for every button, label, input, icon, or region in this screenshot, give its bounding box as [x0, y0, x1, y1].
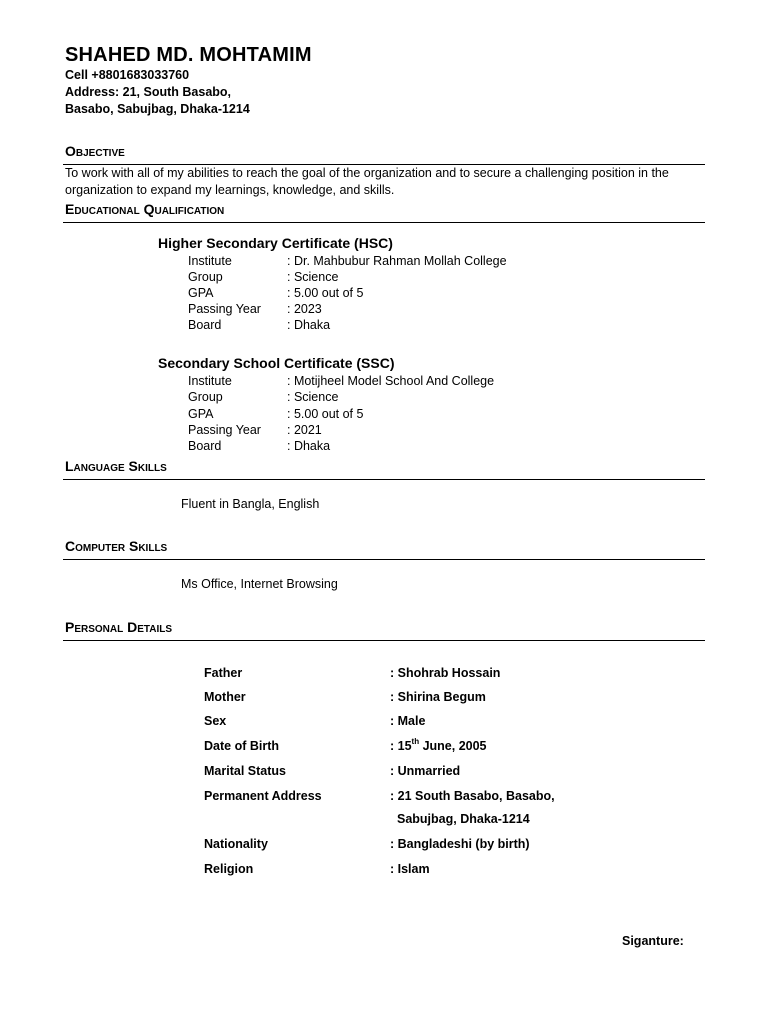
ssc-institute-value: : Motijheel Model School And College	[287, 374, 495, 388]
objective-text: To work with all of my abilities to reach the goal of the organization and to secure a challenging position in the organization to expand my learnings, knowledge, and skills.	[65, 166, 669, 197]
signature-label: Siganture:	[622, 934, 684, 948]
ssc-institute-label: Institute	[188, 374, 232, 388]
cell-number: Cell +8801683033760	[65, 68, 190, 82]
religion-value: : Islam	[390, 862, 430, 876]
nationality-label: Nationality	[204, 837, 268, 851]
father-value: : Shohrab Hossain	[390, 666, 501, 680]
hsc-gpa-value: : 5.00 out of 5	[287, 286, 364, 300]
hsc-board-label: Board	[188, 318, 222, 332]
ssc-year-label: Passing Year	[188, 423, 261, 437]
language-text: Fluent in Bangla, English	[181, 497, 320, 511]
address-value-line-1: : 21 South Basabo, Basabo,	[390, 789, 555, 803]
dob-value	[390, 739, 487, 753]
hsc-board-value: : Dhaka	[287, 318, 331, 332]
education-divider	[63, 222, 705, 223]
hsc-group-label: Group	[188, 270, 223, 284]
sex-value: : Male	[390, 714, 426, 728]
objective-heading: Objective	[65, 143, 125, 159]
address-label: Permanent Address	[204, 789, 322, 803]
computer-heading: Computer Skills	[65, 538, 168, 554]
address-value-line-2: Sabujbag, Dhaka-1214	[397, 812, 530, 826]
ssc-gpa-label: GPA	[188, 407, 214, 421]
nationality-value: : Bangladeshi (by birth)	[390, 837, 530, 851]
mother-value: : Shirina Begum	[390, 690, 486, 704]
ssc-group-value: : Science	[287, 390, 339, 404]
marital-value: : Unmarried	[390, 764, 461, 778]
dob-month-year: June, 2005	[419, 739, 487, 753]
computer-divider	[63, 559, 705, 560]
dob-day-suffix: th	[411, 737, 420, 746]
computer-text: Ms Office, Internet Browsing	[181, 577, 338, 591]
address-line-1: Address: 21, South Basabo,	[65, 85, 232, 99]
language-heading: Language Skills	[65, 458, 167, 474]
personal-heading: Personal Details	[65, 619, 173, 635]
hsc-group-value: : Science	[287, 270, 339, 284]
hsc-year-value: : 2023	[287, 302, 322, 316]
mother-label: Mother	[204, 690, 246, 704]
personal-divider	[63, 640, 705, 641]
dob-label: Date of Birth	[204, 739, 279, 753]
marital-label: Marital Status	[204, 764, 286, 778]
language-divider	[63, 479, 705, 480]
ssc-year-value: : 2021	[287, 423, 322, 437]
sex-label: Sex	[204, 714, 227, 728]
hsc-institute-label: Institute	[188, 254, 232, 268]
ssc-board-label: Board	[188, 439, 222, 453]
ssc-group-label: Group	[188, 390, 223, 404]
father-label: Father	[204, 666, 243, 680]
ssc-board-value: : Dhaka	[287, 439, 331, 453]
religion-label: Religion	[204, 862, 254, 876]
hsc-gpa-label: GPA	[188, 286, 214, 300]
dob-day: : 15	[390, 739, 412, 753]
ssc-gpa-value: : 5.00 out of 5	[287, 407, 364, 421]
hsc-institute-value: : Dr. Mahbubur Rahman Mollah College	[287, 254, 507, 268]
hsc-year-label: Passing Year	[188, 302, 261, 316]
hsc-heading: Higher Secondary Certificate (HSC)	[158, 235, 393, 251]
candidate-name: SHAHED MD. MOHTAMIM	[65, 44, 312, 66]
education-heading: Educational Qualification	[65, 201, 225, 217]
ssc-heading: Secondary School Certificate (SSC)	[158, 355, 395, 371]
address-line-2: Basabo, Sabujbag, Dhaka-1214	[65, 102, 250, 116]
